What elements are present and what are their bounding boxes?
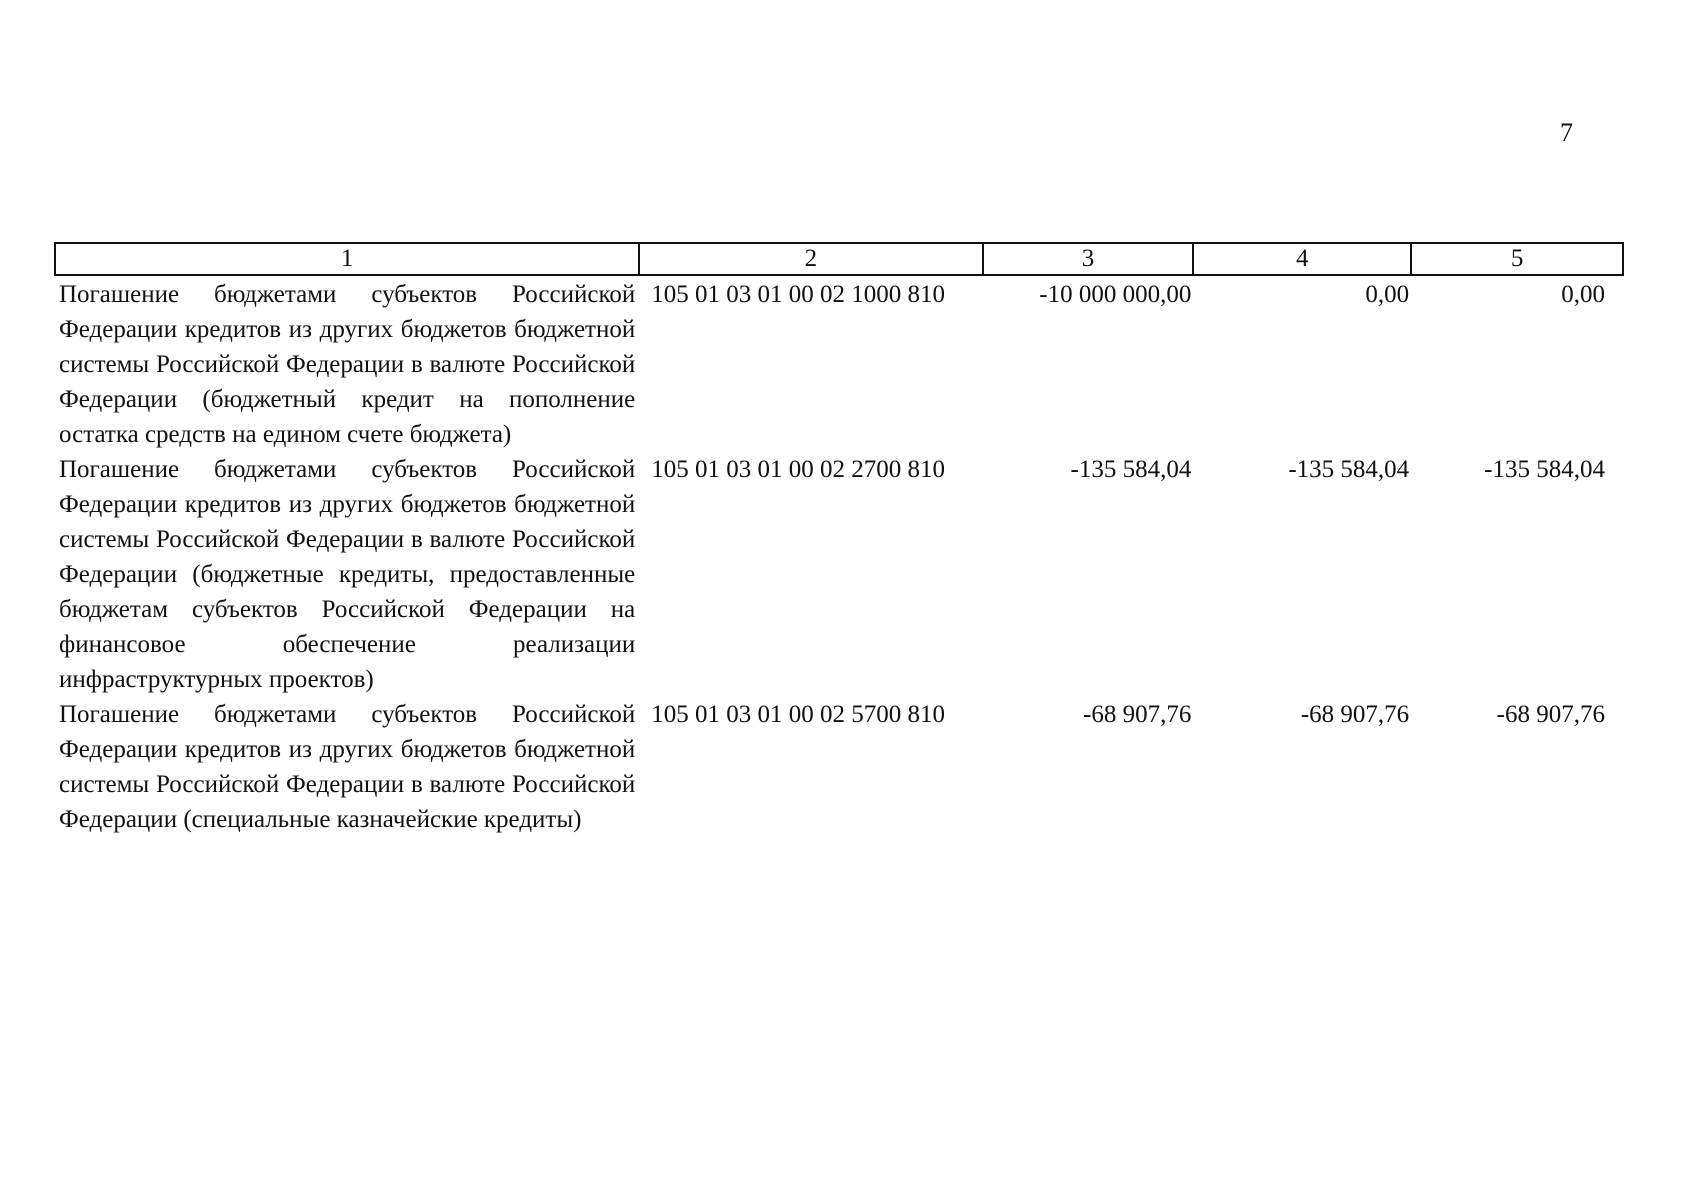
row-value-col3: -68 907,76 [1083, 701, 1192, 728]
column-header-3: 3 [983, 243, 1194, 275]
column-header-1: 1 [55, 243, 639, 275]
row-description: Погашение бюджетами субъектов Российской Федерации кредитов из других бюджетов бюджетной системы Российской Федерации в валюте Российской Федерации (бюджетные кредиты, предоставленные бюджетам субъектов Российской Федерации на финансовое обеспечение реализации инфраструктурных проектов) [59, 456, 636, 693]
row-budget-code: 105 01 03 01 00 02 5700 810 [651, 701, 945, 728]
table-header-row [55, 243, 1623, 275]
budget-sources-table [54, 242, 1624, 837]
row-value-col3: -10 000 000,00 [1039, 281, 1192, 308]
row-value-col5: -68 907,76 [1496, 701, 1605, 728]
row-description: Погашение бюджетами субъектов Российской Федерации кредитов из других бюджетов бюджетной системы Российской Федерации в валюте Российской Федерации (специальные казначейские кредиты) [59, 701, 636, 833]
row-value-col4: 0,00 [1365, 281, 1410, 308]
table-row [55, 697, 1623, 837]
table-row [55, 452, 1623, 697]
column-header-2: 2 [639, 243, 982, 275]
table-row [55, 275, 1623, 452]
page-number: 7 [1560, 118, 1573, 147]
row-budget-code: 105 01 03 01 00 02 2700 810 [651, 456, 945, 483]
row-value-col3: -135 584,04 [1070, 456, 1192, 483]
row-value-col4: -135 584,04 [1288, 456, 1410, 483]
column-header-5: 5 [1411, 243, 1623, 275]
row-value-col5: -135 584,04 [1484, 456, 1605, 483]
row-value-col5: 0,00 [1561, 281, 1605, 308]
column-header-4: 4 [1193, 243, 1411, 275]
row-value-col4: -68 907,76 [1300, 701, 1410, 728]
row-description: Погашение бюджетами субъектов Российской Федерации кредитов из других бюджетов бюджетной системы Российской Федерации в валюте Российской Федерации (бюджетный кредит на пополнение остатка средств на едином счете бюджета) [59, 281, 636, 448]
row-budget-code: 105 01 03 01 00 02 1000 810 [651, 281, 945, 308]
